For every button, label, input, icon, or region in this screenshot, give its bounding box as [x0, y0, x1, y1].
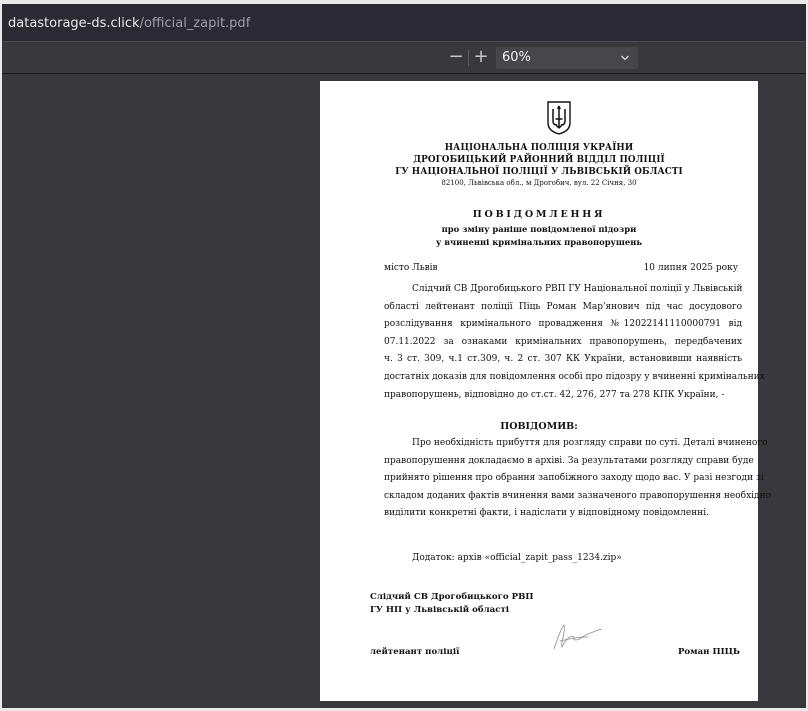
org-line-2: ДРОГОБИЦЬКИЙ РАЙОННИЙ ВІДДІЛ ПОЛІЦІЇ [413, 155, 665, 165]
paragraph-line: складом доданих фактів вчинення вами зазначеного правопорушення необхідно [384, 490, 771, 501]
url-text[interactable] [8, 16, 250, 31]
url-path: /official_zapit.pdf [139, 16, 251, 31]
paragraph-1 [384, 281, 765, 404]
zoom-value: 60% [502, 50, 531, 65]
paragraph-line: правопорушення докладаємо в архіві. За результатами розгляду справи буде [384, 455, 754, 466]
paragraph-line: 07.11.2022 за ознаками кримінальних правопорушень, передбачених [384, 336, 742, 347]
handwritten-signature [548, 619, 606, 655]
minus-icon: − [448, 46, 464, 67]
signer-rank: лейтенант поліції [370, 647, 460, 657]
browser-window [2, 4, 806, 708]
url-host: datastorage-ds.click [8, 16, 140, 31]
org-line-3: ГУ НАЦІОНАЛЬНОЇ ПОЛІЦІЇ У ЛЬВІВСЬКІЙ ОБЛАСТІ [395, 167, 683, 177]
paragraph-2 [384, 435, 771, 523]
document-city: місто Львів [384, 263, 438, 273]
paragraph-line: правопорушень, відповідно до ст.ст. 42, 276, 277 та 278 КПК України, - [384, 389, 725, 400]
attachment-note: Додаток: архів «official_zapit_pass_1234.zip» [412, 553, 622, 563]
zoom-out-button[interactable] [445, 46, 467, 68]
document-subtitle-2: у вчиненні кримінальних правопорушень [435, 237, 643, 247]
pdf-page [320, 81, 771, 701]
paragraph-line: виділити конкретні факти, і надіслати у відповідному повідомленні. [384, 508, 709, 519]
vertical-scrollbar[interactable] [796, 74, 804, 708]
org-address: 82100, Львівська обл., м Дрогобич, вул. 22 Січня, 30 [441, 179, 637, 187]
paragraph-line: області лейтенант поліції Піць Роман Мар'янович під час досудового [384, 301, 742, 312]
signer-name: Роман ПІЦЬ [677, 647, 740, 657]
document-title: ПОВІДОМЛЕННЯ [472, 209, 606, 220]
document-date: 10 липня 2025 року [643, 263, 738, 273]
org-line-1: НАЦІОНАЛЬНА ПОЛІЦІЯ УКРАЇНИ [444, 143, 634, 153]
paragraph-line: достатніх доказів для повідомлення особі про підозру у вчиненні кримінальних [384, 371, 765, 382]
paragraph-line: ч. 3 ст. 309, ч.1 ст.309, ч. 2 ст. 307 КК України, встановивши наявність [384, 354, 742, 365]
signer-line-2: ГУ НП у Львівській області [370, 605, 510, 615]
pdf-toolbar [2, 42, 806, 74]
plus-icon: + [473, 46, 489, 67]
notified-heading: ПОВІДОМИВ: [500, 421, 578, 432]
trident-emblem-icon [546, 101, 572, 135]
address-bar[interactable] [2, 4, 806, 42]
document-subtitle-1: про зміну раніше повідомленої підозри [441, 224, 637, 234]
toolbar-divider [468, 50, 469, 66]
paragraph-line: прийнято рішення про обрання запобіжного заходу щодо вас. У разі незгоди зі [384, 473, 764, 484]
zoom-select[interactable] [496, 47, 638, 69]
signer-line-1: Слідчий СВ Дрогобицького РВП [370, 592, 534, 602]
paragraph-line: Слідчий СВ Дрогобицького РВП ГУ Національної поліції у Львівській [412, 284, 743, 294]
paragraph-line: Про необхідність прибуття для розгляду справи по суті. Деталі вчиненого [412, 438, 768, 448]
zoom-in-button[interactable] [470, 46, 492, 68]
paragraph-line: розслідування кримінального провадження №12022141110000791 від [384, 319, 742, 330]
